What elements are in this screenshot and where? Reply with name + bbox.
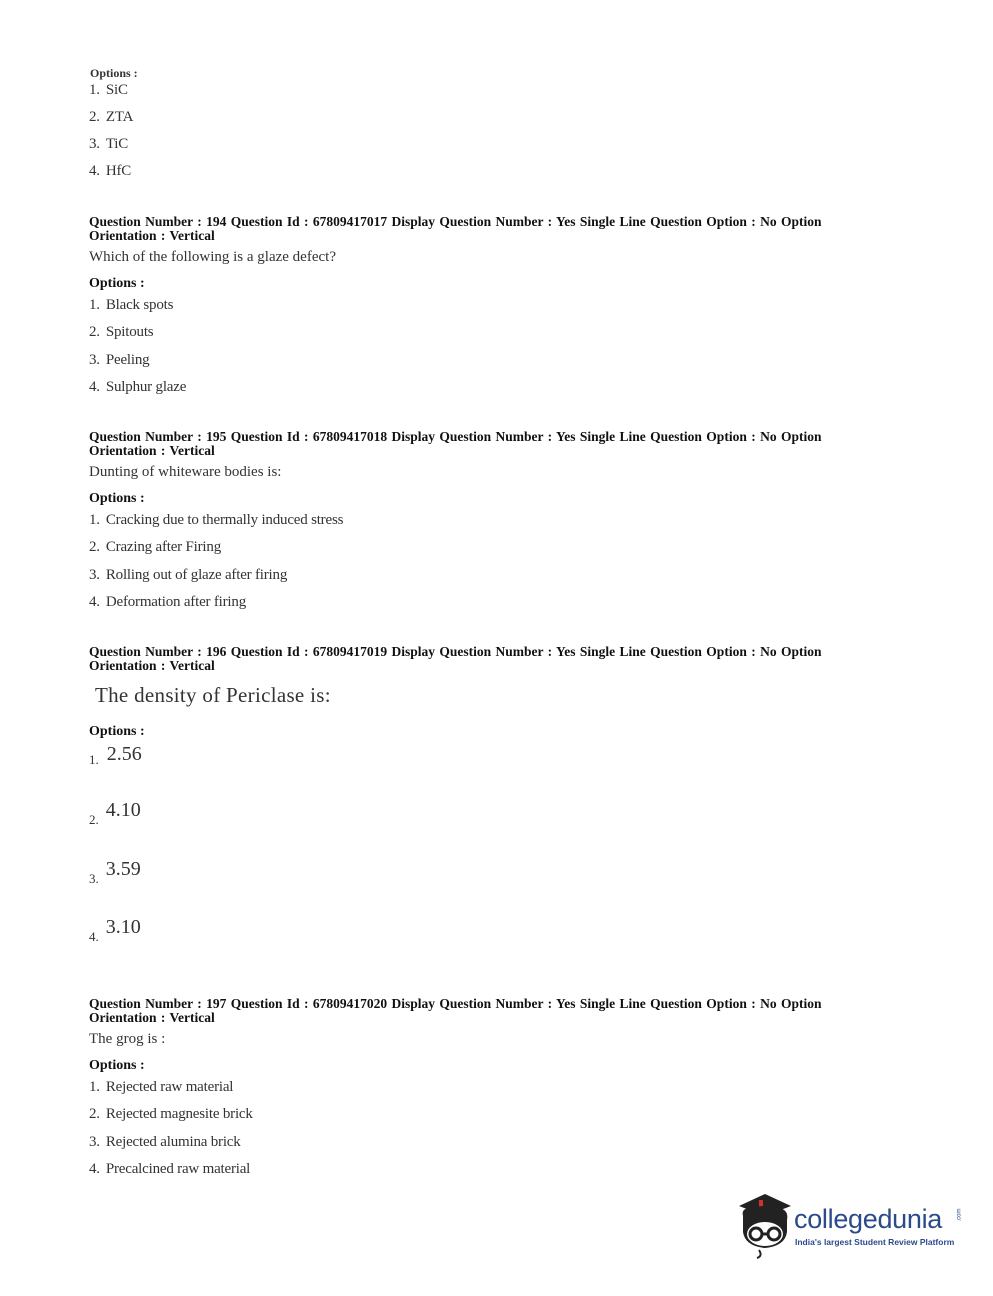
question-meta: Question Number : 194 Question Id : 67809417017 Display Question Number : Yes Single Line Question Option : No Option Orientation : Vertical	[89, 214, 822, 243]
option-item: 4. Sulphur glaze	[89, 379, 187, 395]
collegedunia-logo	[735, 1190, 965, 1260]
question-text: Which of the following is a glaze defect?	[89, 249, 336, 265]
logo-brand: collegedunia	[794, 1204, 943, 1234]
options-label: Options :	[89, 491, 145, 506]
option-item: 3. TiC	[89, 136, 129, 152]
option-item: 2. ZTA	[89, 109, 134, 125]
option-item: 3. Rejected alumina brick	[89, 1134, 241, 1150]
cut-options-label: Options :	[90, 66, 138, 80]
question-meta: Question Number : 196 Question Id : 67809417019 Display Question Number : Yes Single Line Question Option : No Option Orientation : Vertical	[89, 644, 822, 673]
option-item: $_{4.}$ 3.10	[89, 916, 141, 944]
option-item: 1. Black spots	[89, 297, 174, 313]
logo-suffix: .com	[956, 1208, 963, 1222]
option-item: $_{3.}$ 3.59	[89, 858, 141, 886]
question-text: Dunting of whiteware bodies is:	[89, 464, 282, 480]
option-item: 3. Peeling	[89, 352, 150, 368]
question-text: The density of Periclase is:	[95, 683, 331, 707]
question-text: The grog is :	[89, 1031, 166, 1047]
option-item: 2. Crazing after Firing	[89, 539, 221, 555]
mascot-icon	[735, 1190, 795, 1260]
question-meta: Question Number : 197 Question Id : 67809417020 Display Question Number : Yes Single Line Question Option : No Option Orientation : Vertical	[89, 996, 822, 1025]
option-item: 3. Rolling out of glaze after firing	[89, 567, 288, 583]
option-item: 4. HfC	[89, 163, 132, 179]
options-label: Options :	[89, 1058, 145, 1073]
option-item: 4. Precalcined raw material	[89, 1161, 251, 1177]
option-item: $_{1.}$ 2.56	[89, 743, 142, 767]
option-item: 1. SiC	[89, 82, 128, 98]
option-item: 2. Spitouts	[89, 324, 154, 340]
option-item: 1. Cracking due to thermally induced stress	[89, 512, 344, 528]
option-item: 2. Rejected magnesite brick	[89, 1106, 253, 1122]
options-label: Options :	[89, 276, 145, 291]
option-item: 4. Deformation after firing	[89, 594, 246, 610]
logo-tagline: India's largest Student Review Platform	[795, 1237, 955, 1247]
question-meta: Question Number : 195 Question Id : 67809417018 Display Question Number : Yes Single Line Question Option : No Option Orientation : Vertical	[89, 429, 822, 458]
options-label: Options :	[89, 724, 145, 739]
option-item: $_{2.}$ 4.10	[89, 799, 141, 827]
option-item: 1. Rejected raw material	[89, 1079, 234, 1095]
